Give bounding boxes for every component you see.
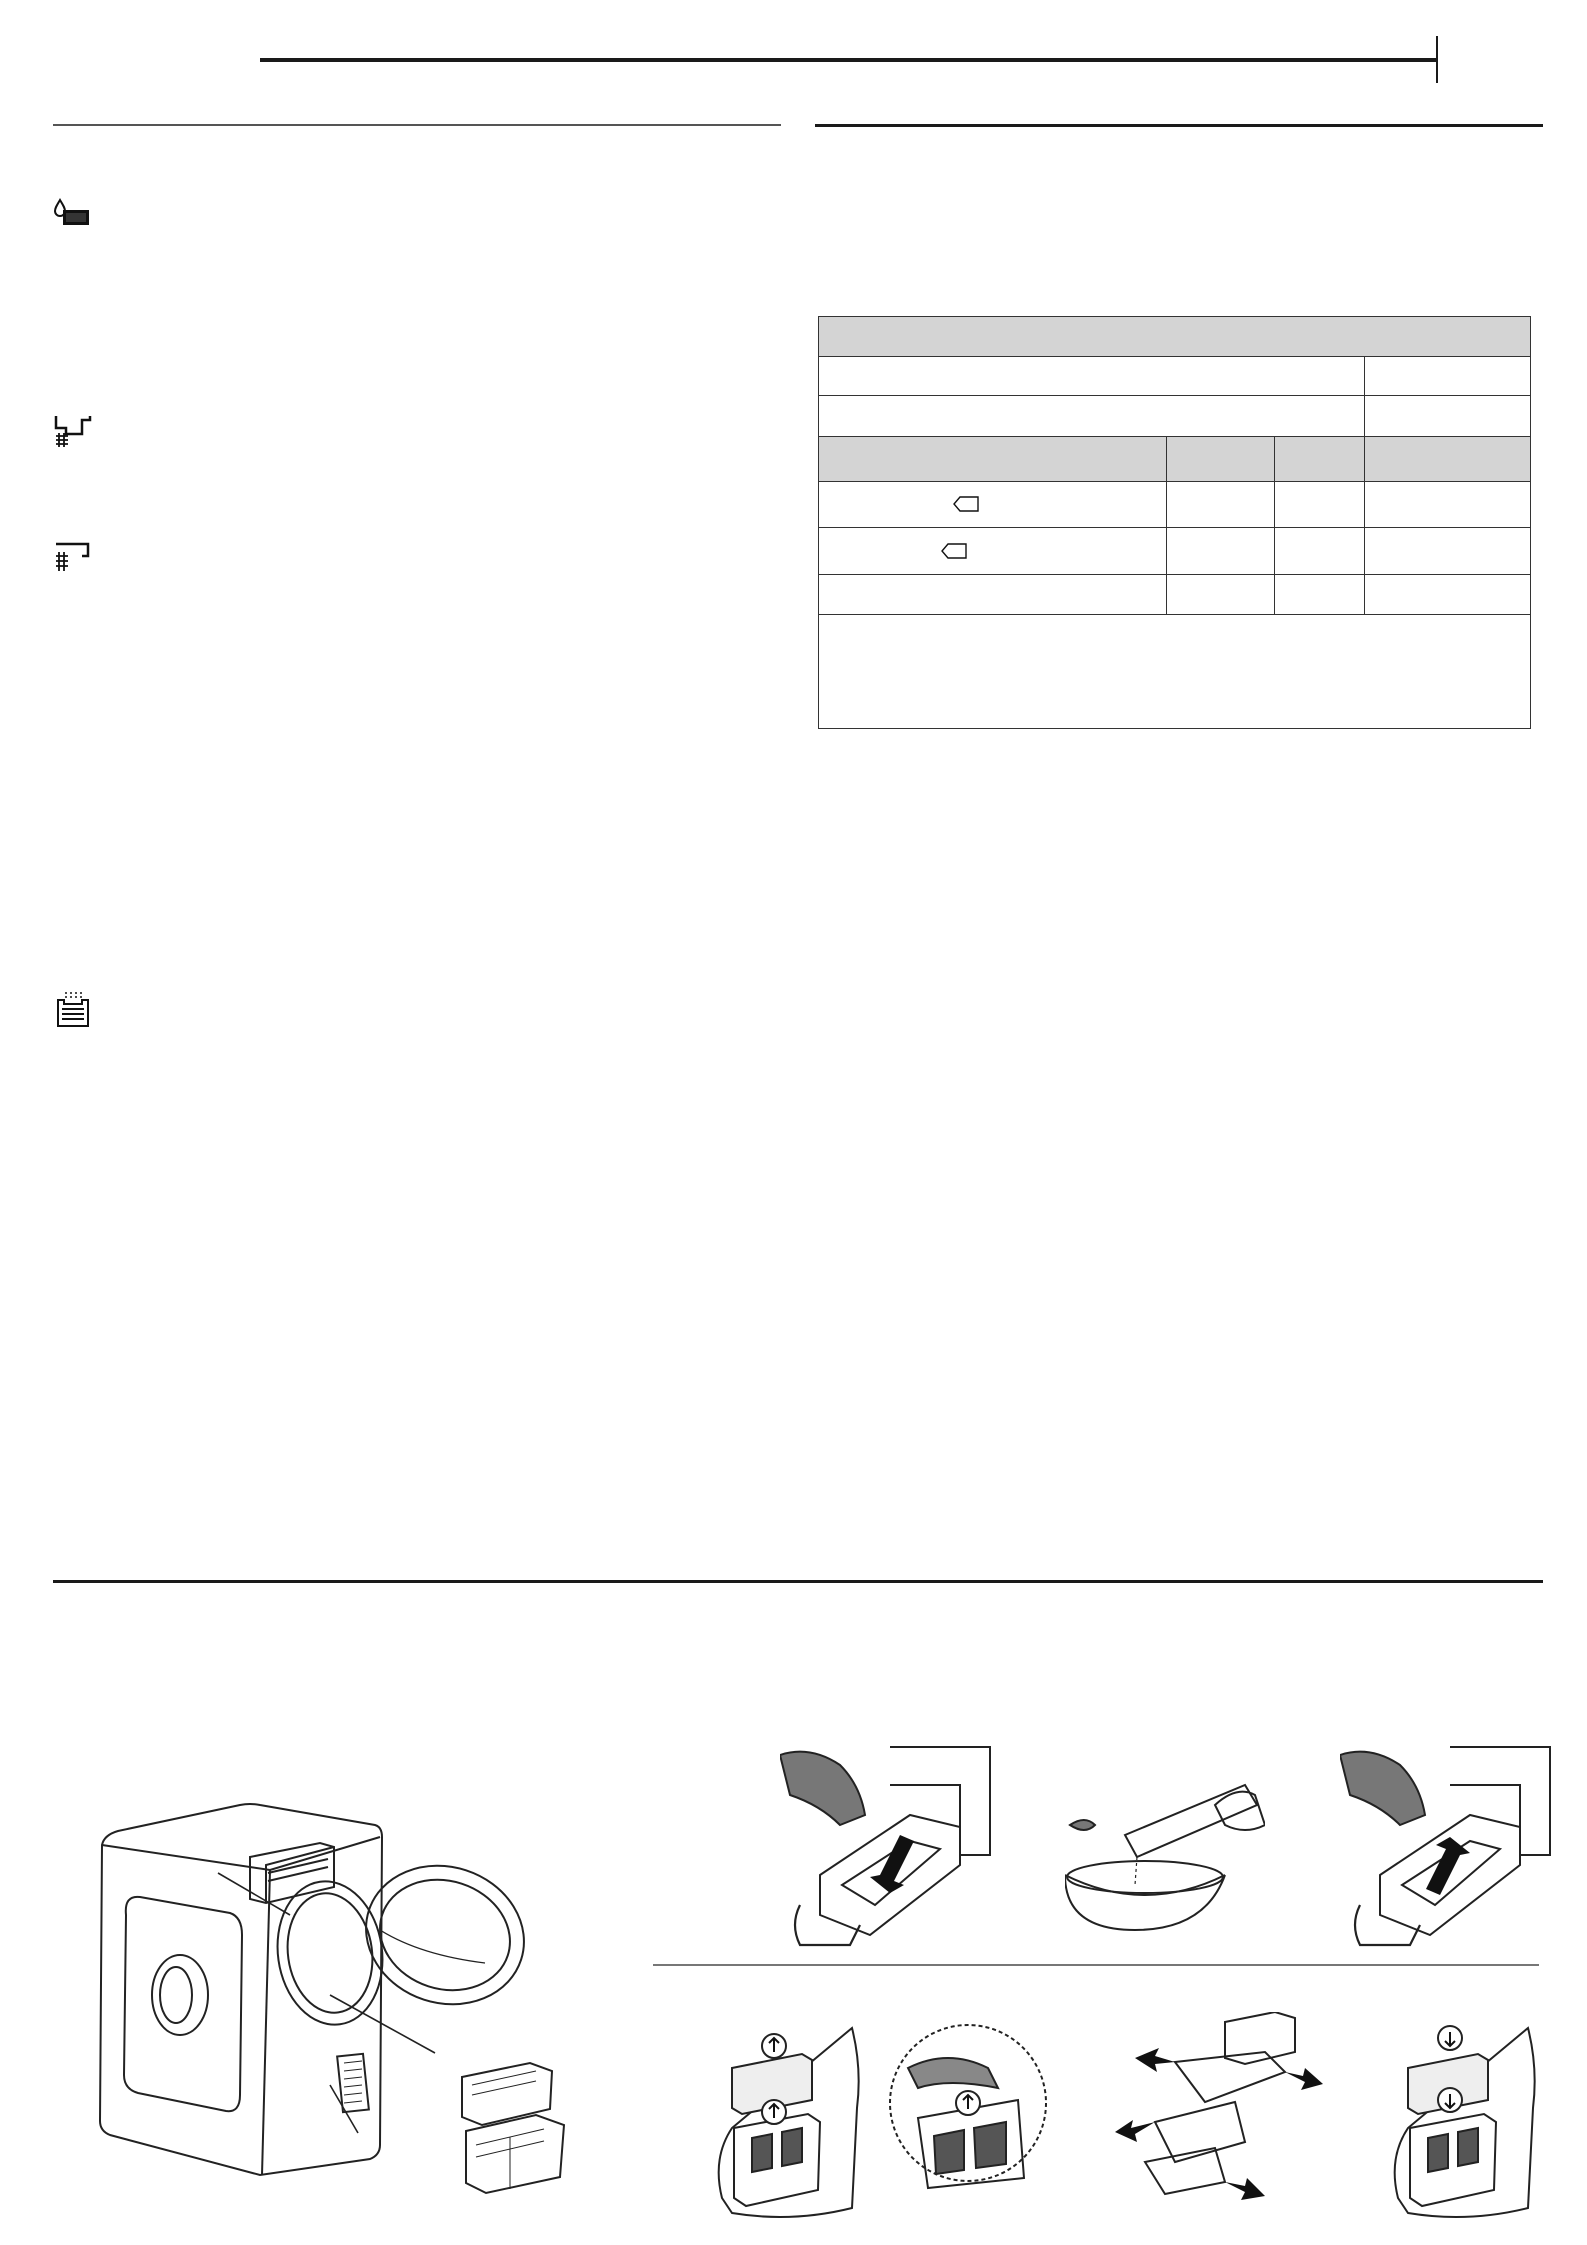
table-cell: [1167, 482, 1275, 528]
spec-table: [818, 316, 1531, 729]
empty-water-illustration: [1065, 1765, 1265, 1935]
table-cell: [1275, 575, 1365, 615]
header-rule-tick: [1436, 36, 1438, 83]
table-header-cell: [819, 317, 1531, 357]
insert-filter-illustration: [1388, 2008, 1538, 2223]
table-subheader-cell: [1167, 437, 1275, 482]
dryer-open-door-illustration: [90, 1795, 590, 2195]
label-tag-icon: [941, 543, 967, 559]
table-cell: [819, 396, 1365, 437]
table-cell: [1365, 396, 1531, 437]
table-cell: [1167, 528, 1275, 575]
table-row: [819, 317, 1531, 357]
table-cell: [819, 482, 1167, 528]
drain-hose-bottom-icon: [52, 542, 92, 572]
push-in-drawer-illustration: [1340, 1745, 1552, 1955]
table-row: [819, 528, 1531, 575]
table-row: [819, 437, 1531, 482]
water-tank-icon: [52, 198, 92, 228]
table-cell: [1275, 482, 1365, 528]
table-row: [819, 396, 1531, 437]
table-cell: [1365, 528, 1531, 575]
right-column-rule: [815, 124, 1543, 127]
table-cell: [1365, 575, 1531, 615]
table-row: [819, 482, 1531, 528]
table-cell: [1365, 482, 1531, 528]
table-subheader-cell: [1365, 437, 1531, 482]
header-rule: [260, 58, 1438, 62]
illustration-divider: [653, 1964, 1539, 1966]
table-note-cell: [819, 615, 1531, 729]
open-filter-illustration: [1115, 2012, 1325, 2202]
table-row: [819, 615, 1531, 729]
bottom-section-rule: [53, 1580, 1543, 1583]
label-tag-icon: [953, 496, 979, 512]
table-cell: [1167, 575, 1275, 615]
table-row: [819, 357, 1531, 396]
table-cell: [1275, 528, 1365, 575]
table-cell: [819, 528, 1167, 575]
drain-hose-top-icon: [52, 414, 94, 448]
table-subheader-cell: [819, 437, 1167, 482]
table-row: [819, 575, 1531, 615]
table-cell: [819, 357, 1365, 396]
pull-out-drawer-illustration: [780, 1745, 992, 1955]
remove-filter-illustration: [712, 2008, 862, 2223]
table-cell: [1365, 357, 1531, 396]
table-subheader-cell: [1275, 437, 1365, 482]
condenser-filter-icon: [52, 990, 92, 1028]
filter-detail-illustration: [888, 2008, 1048, 2198]
table-cell: [819, 575, 1167, 615]
left-column-rule: [53, 124, 781, 126]
